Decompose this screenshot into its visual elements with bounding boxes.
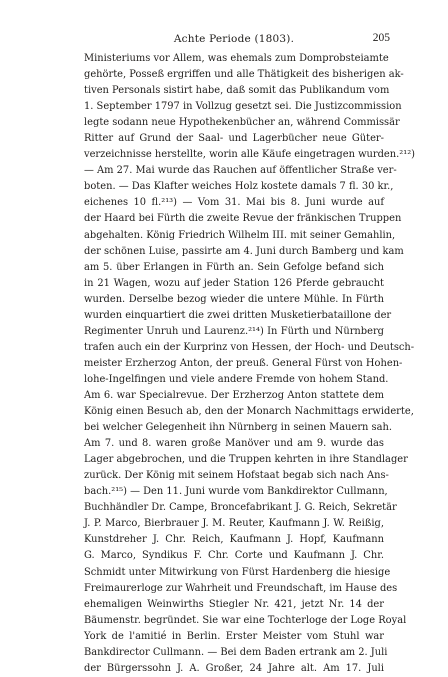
text-line: bach.²¹⁵) — Den 11. Juni wurde vom Bankdirektor Cullmann, — [84, 486, 388, 498]
text-line: der Bürgerssohn J. A. Großer, 24 Jahre alt. Am 17. Juli — [84, 662, 384, 674]
text-line: zurück. Der König mit seinem Hofstaat begab sich nach Ans- — [84, 470, 389, 482]
text-line: 1. September 1797 in Vollzug gesetzt sei. Die Justizcommission — [84, 101, 402, 113]
text-line: Ministeriums vor Allem, was ehemals zum Domprobsteiamte — [84, 53, 389, 64]
text-line: Regimenter Unruh und Laurenz.²¹⁴) In Fürth und Nürnberg — [84, 325, 384, 337]
text-line: eichenes 10 fl.²¹³) — Vom 31. Mai bis 8. Juni wurde auf — [84, 197, 384, 209]
text-line: Buchhändler Dr. Campe, Broncefabrikant J. G. Reich, Sekretär — [84, 502, 397, 514]
text-line: York de l'amitié in Berlin. Erster Meister vom Stuhl war — [84, 630, 384, 642]
text-line: König einen Besuch ab, den der Monarch Nachmittags erwiderte, — [84, 406, 414, 418]
text-line: der schönen Luise, passirte am 4. Juni durch Bamberg und kam — [84, 245, 404, 257]
text-line: Freimaurerloge zur Wahrheit und Freundschaft, im Hause des — [84, 582, 398, 594]
text-line: in 21 Wagen, wozu auf jeder Station 126 Pferde gebraucht — [84, 277, 384, 289]
page-number: 205 — [372, 32, 390, 44]
text-line: der Haard bei Fürth die zweite Revue der fränkischen Truppen — [84, 213, 402, 225]
text-line: legte sodann neue Hypothekenbücher an, während Commissär — [84, 117, 400, 129]
text-line: gehörte, Posseß ergriffen und alle Thätigkeit des bisherigen ak- — [84, 69, 404, 81]
text-line: verzeichnisse herstellte, worin alle Käufe eingetragen wurden.²¹²) — [84, 149, 416, 161]
text-line: — Am 27. Mai wurde das Rauchen auf öffentlicher Straße ver- — [84, 165, 397, 177]
text-line: tiven Personals sistirt habe, daß somit das Publikandum vom — [84, 85, 390, 97]
page-header — [84, 32, 390, 49]
text-line: ehemaligen Weinwirths Stiegler Nr. 421, jetzt Nr. 14 der — [84, 598, 384, 610]
text-line: meister Erzherzog Anton, der preuß. General Fürst von Hohen- — [84, 357, 403, 369]
text-line: Bäumenstr. begründet. Sie war eine Tochterloge der Loge Royal — [84, 614, 407, 626]
text-line: J. P. Marco, Bierbrauer J. M. Reuter, Kaufmann J. W. Reißig, — [84, 518, 384, 530]
text-line: boten. — Das Klafter weiches Holz kostete damals 7 fl. 30 kr., — [84, 181, 394, 193]
text-line: abgehalten. König Friedrich Wilhelm III. mit seiner Gemahlin, — [84, 229, 396, 241]
text-line: Bankdirector Cullmann. — Bei dem Baden ertrank am 2. Juli — [84, 646, 388, 658]
text-line: lohe-Ingelfingen und viele andere Fremde von hohem Stand. — [84, 373, 389, 385]
text-line: wurden. Derselbe bezog wieder die untere Mühle. In Fürth — [84, 293, 384, 305]
text-line: Schmidt unter Mitwirkung von Fürst Hardenberg die hiesige — [84, 566, 391, 578]
text-line: trafen auch ein der Kurprinz von Hessen, der Hoch- und Deutsch- — [84, 341, 415, 353]
text-line: Am 6. war Specialrevue. Der Erzherzog Anton stattete dem — [84, 389, 384, 401]
text-line: Lager abgebrochen, und die Truppen kehrten in ihre Standlager — [84, 454, 408, 466]
text-line: Am 7. und 8. waren große Manöver und am 9. wurde das — [84, 438, 384, 450]
text-line: G. Marco, Syndikus F. Chr. Corte und Kaufmann J. Chr. — [84, 550, 384, 562]
text-line: bei welcher Gelegenheit ihn Nürnberg in seinen Mauern sah. — [84, 422, 392, 434]
text-line: Ritter auf Grund der Saal- und Lagerbücher neue Güter- — [84, 133, 384, 145]
text-line: am 5. über Erlangen in Fürth an. Sein Gefolge befand sich — [84, 261, 384, 273]
text-line: wurden einquartiert die zwei dritten Musketierbataillone der — [84, 309, 392, 321]
text-line: Kunstdreher J. Chr. Reich, Kaufmann J. Hopf, Kaufmann — [84, 534, 384, 546]
running-title: Achte Periode (1803). — [173, 33, 295, 45]
body-text — [84, 51, 416, 677]
